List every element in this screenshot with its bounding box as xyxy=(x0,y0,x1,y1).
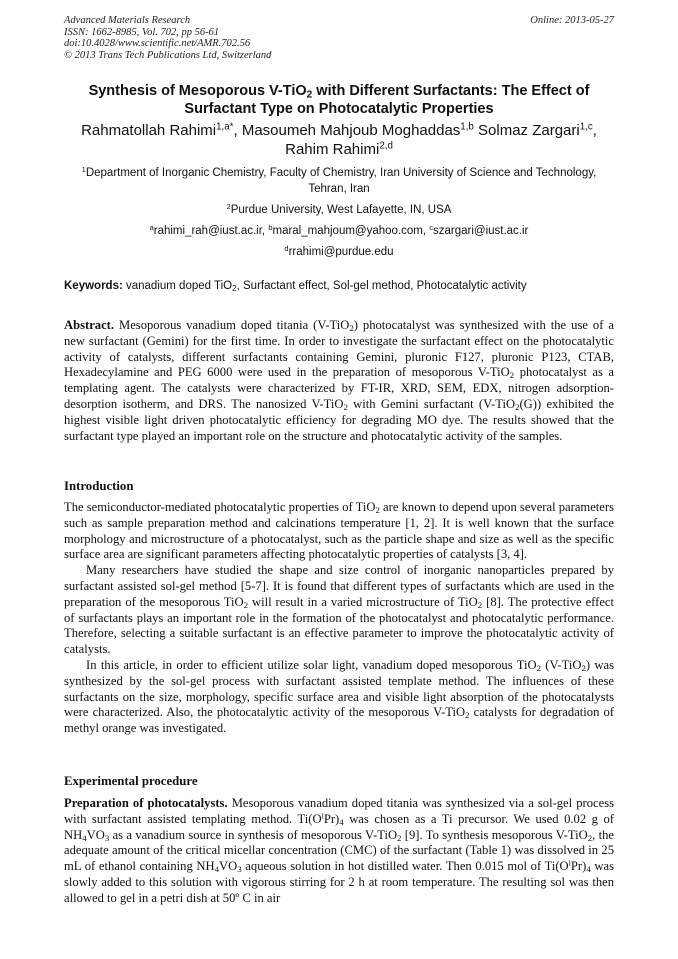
abstract-label: Abstract. xyxy=(64,318,115,332)
abstract xyxy=(64,318,614,444)
online-date: Online: 2013-05-27 xyxy=(530,15,614,26)
paragraph: In this article, in order to efficient utilize solar light, vanadium doped mesoporous TiO$_2$ (V-TiO$_2$) was synthesized by the sol-gel process with surfactant assisted template method. The influences of these surfactants on the size, morphology, specific surface area and visible light absorption of the photocatalysts were characterized. Also, the photocatalytic activity of the mesoporous V-TiO$_2$ catalysts for degradation of methyl orange was investigated. xyxy=(64,657,614,736)
journal-name: Advanced Materials Research xyxy=(64,15,191,26)
author-name: , Masoumeh Mahjoub Moghaddas xyxy=(233,122,461,139)
experimental-body xyxy=(64,796,614,907)
copyright-line: © 2013 Trans Tech Publications Ltd, Switzerland xyxy=(64,49,272,61)
paragraph: Many researchers have studied the shape and size control of inorganic nanoparticles prepared by surfactant assisted sol-gel method [5-7]. It is found that different types of surfactants which are used in the preparation of the mesoporous TiO$_2$ will result in a varied microstructure of TiO$_2$ [8]. The protective effect of surfactants plays an important role in the formation of the photocatalyst and photocatalytic performance. Therefore, selecting a suitable surfactant is an effective parameter to improve the photocatalytic activity of catalysts. xyxy=(64,563,615,657)
affiliation-1: $^1$Department of Inorganic Chemistry, Faculty of Chemistry, Iran University of Science and Technology, Tehran, Iran xyxy=(81,164,597,195)
paragraph: Preparation of photocatalysts. Mesoporous vanadium doped titania was synthesized via a sol-gel process with surfactant assisted templating method. $Ti(O^iPr)_4$ was chosen as a Ti precursor. We used 0.02 g of $NH_4VO_3$ as a vanadium source in synthesis of mesoporous V-TiO$_2$ [9]. To synthesis mesoporous V-TiO$_2$, the adequate amount of the critical micellar concentration (CMC) of the surfactant (Table 1) was dissolved in 25 mL of ethanol containing $NH_4VO_3$ aqueous solution in hot distilled water. Then 0.015 mol of $Ti(O^iPr)_4$ was slowly added to this solution with vigorous stirring for 2 h at room temperature. The resulting sol was then allowed to gel in a petri dish at 50º C in air xyxy=(64,796,614,905)
doi-line[interactable]: doi:10.4028/www.scientific.net/AMR.702.56 xyxy=(64,38,251,50)
journal-header xyxy=(64,15,271,61)
author-name: Rahim Rahimi xyxy=(285,141,380,158)
keywords-label: Keywords: xyxy=(64,280,123,292)
affiliation-2: $^2$Purdue University, West Lafayette, IN, USA xyxy=(226,201,452,216)
email-link[interactable]: rahimi_rah@iust.ac.ir, xyxy=(153,225,269,237)
author-list: Rahmatollah Rahimi$^{1,a*}$, Masoumeh Mahjoub Moghaddas$^{1,b}$ Solmaz Zargari$^{1,c}$, Rahim Rahimi$^{2,d}$ xyxy=(81,121,597,158)
email-link[interactable]: szargari@iust.ac.ir xyxy=(433,225,529,237)
abstract-paragraph: Abstract. Mesoporous vanadium doped titania (V-TiO$_2$) photocatalyst was synthesized with the use of a new surfactant (Gemini) for the first time. In order to investigate the surfactant effect on the photocatalytic activity of catalysts, different surfactants containing Gemini, pluronic F127, pluronic P123, CTAB, Hexadecylamine and PEG 6000 were used in the preparation of mesoporous V-TiO$_2$ photocatalyst as a templating agent. The catalysts were characterized by FT-IR, XRD, SEM, EDX, nitrogen adsorption-desorption isotherm, and DRS. The nanosized V-TiO$_2$ with Gemini surfactant (V-TiO$_2$(G)) exhibited the highest visible light driven photocatalytic efficiency for degrading MO dye. The results showed that the surfactant type played an important role on the structure and photocatalytic activity of the samples. xyxy=(64,318,614,443)
author-name: Rahmatollah Rahimi xyxy=(81,122,217,139)
author-name: Solmaz Zargari xyxy=(473,122,580,139)
email-line-2: $^d$rrahimi@purdue.edu xyxy=(284,243,394,258)
section-heading-introduction: Introduction xyxy=(64,479,134,493)
introduction-body xyxy=(64,500,614,737)
email-link[interactable]: maral_mahjoum@yahoo.com, xyxy=(272,225,430,237)
email-link[interactable]: rrahimi@purdue.edu xyxy=(288,246,394,258)
issn-line: ISSN: 1662-8985, Vol. 702, pp 56-61 xyxy=(64,26,220,38)
keywords: Keywords: vanadium doped TiO$_2$, Surfactant effect, Sol-gel method, Photocatalytic activity xyxy=(64,280,527,293)
email-line: $^a$rahimi_rah@iust.ac.ir, $^b$maral_mahjoum@yahoo.com, $^c$szargari@iust.ac.ir xyxy=(149,222,529,237)
paragraph: The semiconductor-mediated photocatalytic properties of TiO$_2$ are known to depend upon several parameters such as sample preparation method and calcinations temperature [1, 2]. It is well known that the surface morphology and microstructure of a photocatalyst, such as the particle shape and size as well as the specific surface area are significant parameters affecting photocatalytic properties of catalysts [3, 4]. xyxy=(64,500,614,562)
subsection-label: Preparation of photocatalysts. xyxy=(64,796,228,810)
paper-title: Synthesis of Mesoporous V-TiO$_2$ with Different Surfactants: The Effect of Surfactant Type on Photocatalytic Properties xyxy=(88,83,590,117)
section-heading-experimental: Experimental procedure xyxy=(64,774,198,788)
